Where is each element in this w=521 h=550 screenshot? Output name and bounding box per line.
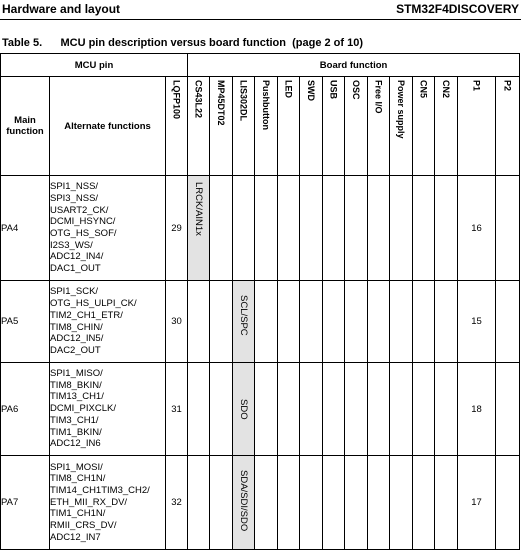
col-alternate-functions: Alternate functions <box>50 77 166 176</box>
table-caption: Table 5. MCU pin description versus board function (page 2 of 10) <box>2 37 364 49</box>
col-main-function: Main function <box>1 77 50 176</box>
cs43l22-cell <box>188 281 210 363</box>
col-lis302dl: LIS302DL <box>233 77 255 176</box>
col-swd: SWD <box>300 77 323 176</box>
main-function-cell: PA6 <box>1 363 50 456</box>
page-header <box>0 0 521 22</box>
board-function-group-header: Board function <box>188 54 520 77</box>
alternate-functions-cell: SPI1_MISO/ TIM8_BKIN/ TIM13_CH1/ DCMI_PIXCLK/ TIM3_CH1/ TIM1_BKIN/ ADC12_IN6 <box>50 363 166 456</box>
main-function-cell: PA4 <box>1 176 50 281</box>
cs43l22-cell <box>188 456 210 550</box>
lqfp100-cell: 29 <box>166 176 188 281</box>
p1-cell: 15 <box>458 281 496 363</box>
cs43l22-cell: LRCK/AIN1x <box>188 176 210 281</box>
lis302dl-cell: SDO <box>233 363 255 456</box>
p1-cell: 16 <box>458 176 496 281</box>
alternate-functions-cell: SPI1_MOSI/ TIM8_CH1N/ TIM14_CH1TIM3_CH2/ ETH_MII_RX_DV/ TIM1_CH1N/ RMII_CRS_DV/ ADC12_IN7 <box>50 456 166 550</box>
lis302dl-cell: SCL/SPC <box>233 281 255 363</box>
col-lqfp100: LQFP100 <box>166 77 188 176</box>
col-mp45dt02: MP45DT02 <box>210 77 233 176</box>
col-cn5: CN5 <box>413 77 435 176</box>
document-title: STM32F4DISCOVERY <box>396 2 519 16</box>
header-rule <box>0 19 521 20</box>
table-row <box>1 176 520 281</box>
lis302dl-cell <box>233 176 255 281</box>
lqfp100-cell: 30 <box>166 281 188 363</box>
section-title: Hardware and layout <box>2 2 121 16</box>
col-pushbutton: Pushbutton <box>255 77 278 176</box>
lis302dl-cell: SDA/SDI/SDO <box>233 456 255 550</box>
col-power-supply: Power supply <box>390 77 413 176</box>
mcu-pin-group-header: MCU pin <box>1 54 188 77</box>
table-row <box>1 363 520 456</box>
table-row <box>1 281 520 363</box>
col-osc: OSC <box>345 77 368 176</box>
col-usb: USB <box>323 77 345 176</box>
main-function-cell: PA7 <box>1 456 50 550</box>
col-p1: P1 <box>458 77 496 176</box>
cs43l22-cell <box>188 363 210 456</box>
col-p2: P2 <box>496 77 520 176</box>
lqfp100-cell: 32 <box>166 456 188 550</box>
col-free-io: Free I/O <box>368 77 390 176</box>
alternate-functions-cell: SPI1_SCK/ OTG_HS_ULPI_CK/ TIM2_CH1_ETR/ TIM8_CHIN/ ADC12_IN5/ DAC2_OUT <box>50 281 166 363</box>
pin-table <box>0 53 520 550</box>
alternate-functions-cell: SPI1_NSS/ SPI3_NSS/ USART2_CK/ DCMI_HSYNC/ OTG_HS_SOF/ I2S3_WS/ ADC12_IN4/ DAC1_OUT <box>50 176 166 281</box>
lqfp100-cell: 31 <box>166 363 188 456</box>
col-cn2: CN2 <box>435 77 458 176</box>
p1-cell: 17 <box>458 456 496 550</box>
col-cs43l22: CS43L22 <box>188 77 210 176</box>
main-function-cell: PA5 <box>1 281 50 363</box>
col-led: LED <box>278 77 300 176</box>
p1-cell: 18 <box>458 363 496 456</box>
table-row <box>1 456 520 550</box>
